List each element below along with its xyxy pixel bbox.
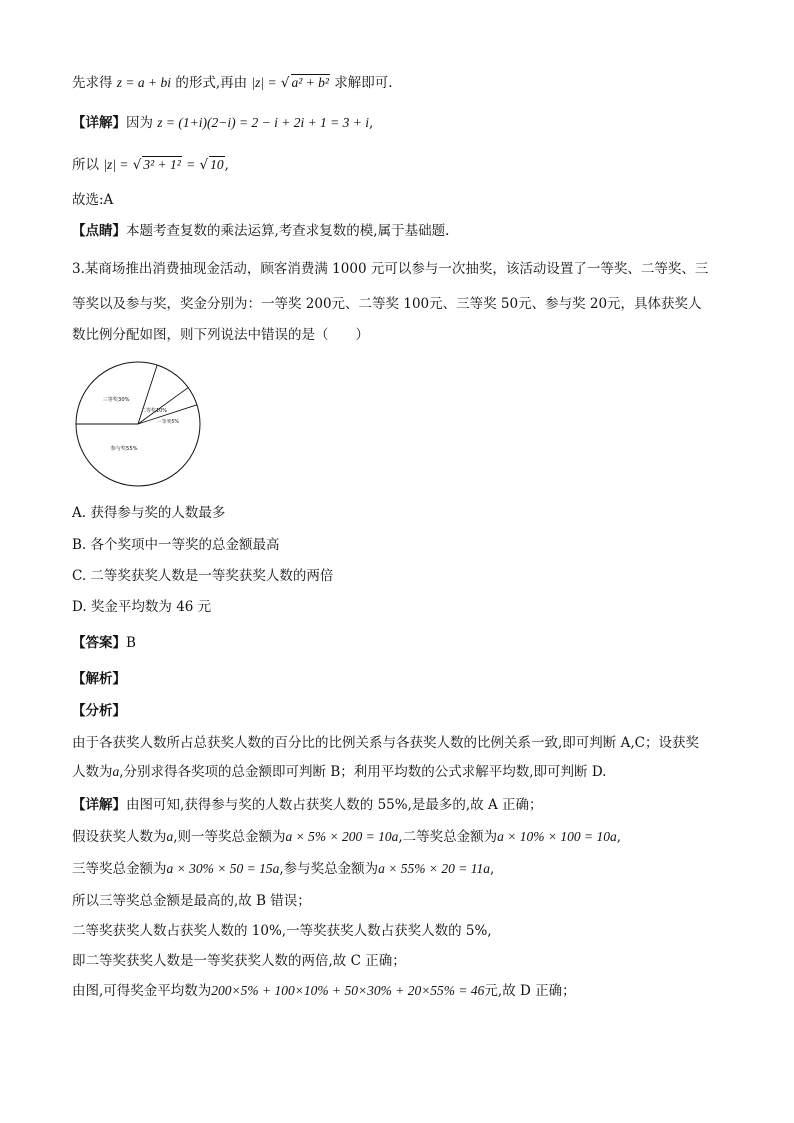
option-d: D. 奖金平均数为 46 元 xyxy=(72,599,212,615)
tag-fenxi: 【分析】 xyxy=(72,703,126,719)
text: 本题考查复数的乘法运算,考查求复数的模,属于基础题. xyxy=(126,223,450,239)
detail-line-6: 即二等奖获奖人数是一等奖获奖人数的两倍,故 C 正确； xyxy=(72,953,406,969)
pie-label-4: 参与奖55% xyxy=(110,446,138,452)
formula: a xyxy=(166,829,174,844)
text: , xyxy=(369,115,374,131)
text: , xyxy=(489,861,495,877)
text: ,分别求得各奖项的总金额即可判断 B；利用平均数的公式求解平均数,即可判断 D. xyxy=(119,764,607,780)
tag-answer: 【答案】 xyxy=(72,635,126,651)
text: ,则一等奖总金额为 xyxy=(173,829,286,845)
detail-line-1 xyxy=(72,796,543,814)
fenxi-line-1: 由于各获奖人数所占总获奖人数的百分比的比例关系与各获奖人数的比例关系一致,即可判断 A,C；设获奖 xyxy=(72,735,699,751)
detail-line-3 xyxy=(72,860,494,878)
text: 人数为 xyxy=(72,764,113,780)
detail-line-2 xyxy=(72,828,621,846)
formula: z = a + bi xyxy=(116,75,172,90)
sqrt-formula: a² + b² xyxy=(291,75,329,90)
text: 先求得 xyxy=(72,75,113,91)
text: 由图可知,获得参与奖的人数占获奖人数的 55%,是最多的,故 A 正确； xyxy=(126,797,543,813)
text: 三等奖总金额为 xyxy=(72,861,167,877)
question-3-line-1: 3.某商场推出消费抽现金活动，顾客消费满 1000 元可以参与一次抽奖，该活动设置了一等奖、二等奖、三 xyxy=(72,261,709,277)
detail-line-5: 二等奖获奖人数占获奖人数的 10%,一等奖获奖人数占获奖人数的 5%, xyxy=(72,923,492,939)
detail-line-4: 所以三等奖总金额是最高的,故 B 错误； xyxy=(72,893,311,909)
text: , xyxy=(224,157,229,173)
pie-slices xyxy=(76,362,200,486)
tag-detail: 【详解】 xyxy=(72,797,126,813)
pie-label-1: 三等奖30% xyxy=(102,397,130,403)
tag-note: 【点睛】 xyxy=(72,223,126,239)
option-a: A. 获得参与奖的人数最多 xyxy=(72,505,226,521)
line-2 xyxy=(72,114,373,132)
text: 由图,可得奖金平均数为 xyxy=(72,983,212,999)
question-3-line-3: 数比例分配如图，则下列说法中错误的是（ ） xyxy=(72,327,369,343)
tag-detail: 【详解】 xyxy=(72,115,126,131)
answer-line xyxy=(72,634,136,652)
formula: |z| = xyxy=(103,157,129,172)
formula: a × 55% × 20 = 11a xyxy=(378,861,490,876)
answer-value: B xyxy=(126,635,136,651)
text: ,参与奖总金额为 xyxy=(279,861,379,877)
formula: z = (1+i)(2−i) = 2 − i + 2i + 1 = 3 + i xyxy=(157,115,370,130)
detail-line-7 xyxy=(72,982,576,1000)
text: 的形式,再由 xyxy=(175,75,248,91)
formula: a xyxy=(112,764,120,779)
fenxi-line-2 xyxy=(72,763,606,781)
pie-label-3: 一等奖5% xyxy=(156,420,180,425)
text: ,二等奖总金额为 xyxy=(398,829,498,845)
formula: a × 30% × 50 = 15a xyxy=(166,861,280,876)
formula: 200×5% + 100×10% + 50×30% + 20×55% = 46 xyxy=(211,983,485,998)
pie-label-2: 二等奖10% xyxy=(140,408,168,414)
formula: = xyxy=(186,157,196,172)
formula: |z| = xyxy=(251,75,277,90)
option-c: C. 二等奖获奖人数是一等奖获奖人数的两倍 xyxy=(72,568,334,584)
sqrt-formula: 3² + 1² xyxy=(143,157,181,172)
text: 因为 xyxy=(126,115,153,131)
line-4: 故选:A xyxy=(72,192,114,208)
formula: a × 5% × 200 = 10a xyxy=(285,829,399,844)
question-3-line-2: 等奖以及参与奖，奖金分别为：一等奖 200元、二等奖 100元、三等奖 50元、参与奖 20元，具体获奖人 xyxy=(72,296,702,312)
text: 求解即可. xyxy=(334,75,393,91)
text: , xyxy=(616,829,622,845)
line-5 xyxy=(72,222,449,240)
formula: a × 10% × 100 = 10a xyxy=(497,829,617,844)
text: 假设获奖人数为 xyxy=(72,829,167,845)
option-b: B. 各个奖项中一等奖的总金额最高 xyxy=(72,537,280,553)
line-1: 先求得 z = a + bi 的形式,再由 |z| = √ a² + b² 求解即可. xyxy=(72,75,393,91)
pie-chart xyxy=(72,360,212,490)
sqrt-formula: 10 xyxy=(210,157,224,172)
tag-analysis: 【解析】 xyxy=(72,671,126,687)
text: 元,故 D 正确； xyxy=(484,983,576,999)
line-3: 所以 |z| = √ 3² + 1² = √ 10, xyxy=(72,157,229,173)
text: 所以 xyxy=(72,157,99,173)
